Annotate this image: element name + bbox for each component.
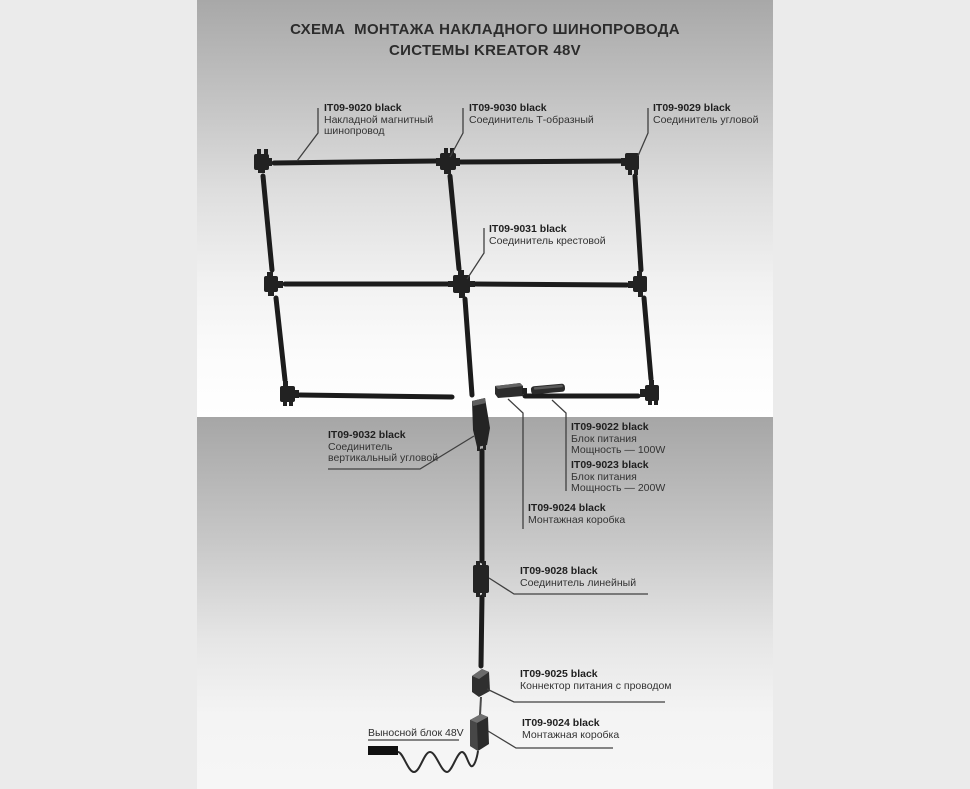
part-desc: вертикальный угловой [328,452,439,464]
part-desc: Соединитель линейный [520,576,637,589]
corner-connector-bottom-left [280,381,299,406]
part-code: IT09-9032 black [328,429,406,441]
label-it09-9022 [571,422,665,457]
part-code: IT09-9028 black [520,565,598,577]
part-code: IT09-9022 black [571,421,649,433]
driver-cable [398,751,478,772]
part-desc: Коннектор питания с проводом [520,679,672,692]
label-it09-9032 [328,430,438,465]
part-code: IT09-9020 black [324,102,402,114]
corner-connector-top-right [621,153,639,175]
tee-connector-top [436,148,460,174]
part-code: IT09-9024 black [528,502,606,514]
part-desc: Монтажная коробка [522,728,620,741]
mounting-box-bottom [470,714,489,751]
power-supply-unit [531,384,566,395]
part-code: IT09-9024 black [522,717,600,729]
part-desc: Накладной магнитный [324,113,434,126]
feed-wire [480,697,481,715]
label-it09-9024-mid [528,503,625,526]
linear-connector [473,561,489,597]
part-desc: Блок питания [571,470,637,483]
corner-connector-top-left [254,149,272,173]
title-line-1: СХЕМА МОНТАЖА НАКЛАДНОГО ШИНОПРОВОДА [290,21,680,38]
part-desc: Блок питания [571,432,637,445]
label-it09-9025 [520,669,672,692]
part-desc: Соединитель Т-образный [469,113,594,126]
part-code: IT09-9023 black [571,459,649,471]
label-it09-9020 [324,103,433,138]
label-it09-9024-bottom [522,718,619,741]
mounting-box-top [495,383,527,398]
part-desc: Мощность — 200W [571,482,666,494]
part-desc: Монтажная коробка [528,513,626,526]
part-desc: Мощность — 100W [571,444,666,456]
label-it09-9031 [489,224,606,247]
part-code: IT09-9031 black [489,223,567,235]
label-remote-driver-48v: Выносной блок 48V [368,727,464,739]
title-line-2: СИСТЕМЫ KREATOR 48V [389,42,581,59]
label-it09-9030 [469,103,594,126]
vertical-corner-connector [472,398,490,451]
remote-driver-block [368,746,398,755]
tee-connector-middle-right [628,271,647,297]
label-it09-9028 [520,566,636,589]
part-code: IT09-9030 black [469,102,547,114]
cross-connector-center [448,270,475,298]
tee-connector-middle-left [264,272,283,296]
label-it09-9029 [653,103,758,126]
corner-connector-bottom-right [640,380,659,405]
part-code: IT09-9029 black [653,102,731,114]
part-desc: Соединитель [328,440,393,453]
part-desc: Соединитель угловой [653,113,759,126]
part-desc: Соединитель крестовой [489,234,606,247]
part-desc: шинопровод [324,125,385,137]
power-feed-connector [472,669,490,697]
label-it09-9023 [571,460,665,495]
part-code: IT09-9025 black [520,668,598,680]
